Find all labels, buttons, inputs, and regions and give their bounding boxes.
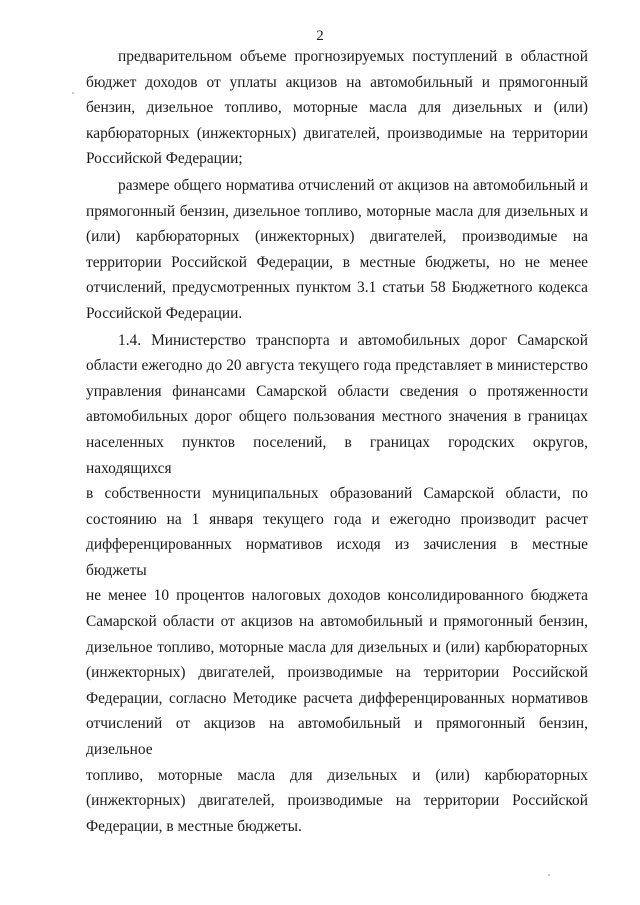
scan-speck <box>548 874 550 876</box>
text-line: области ежегодно до 20 августа текущего года представляет в министерство <box>86 357 588 375</box>
text-line: бюджет доходов от уплаты акцизов на автомобильный и прямогонный <box>86 73 588 91</box>
paragraph-deduction-norm <box>86 173 588 327</box>
text-line: размере общего норматива отчислений от акцизов на автомобильный и <box>118 176 588 194</box>
text-line: топливо, моторные масла для дизельных и (или) карбюраторных <box>86 766 588 784</box>
page-number: 2 <box>316 28 324 44</box>
text-line: Самарской области от акцизов на автомобильный и прямогонный бензин, <box>86 613 588 631</box>
scan-speck <box>72 92 74 94</box>
text-line: не менее 10 процентов налоговых доходов консолидированного бюджета <box>86 587 588 605</box>
text-line: 1.4. Министерство транспорта и автомобильных дорог Самарской <box>118 331 588 349</box>
text-line: (инжекторных) двигателей, производимые на территории Российской <box>86 664 588 682</box>
text-line: бензин, дизельное топливо, моторные масла для дизельных и (или) <box>86 99 588 117</box>
document-body <box>86 44 588 839</box>
text-line: Российской Федерации. <box>86 304 243 322</box>
text-line: дизельное топливо, моторные масла для дизельных и (или) карбюраторных <box>86 638 588 656</box>
text-line: отчислений, предусмотренных пунктом 3.1 статьи 58 Бюджетного кодекса <box>86 279 588 297</box>
paragraph-section-1-4 <box>86 328 588 840</box>
text-line: в собственности муниципальных образований Самарской области, по <box>86 485 588 503</box>
text-line: Федерации, согласно Методике расчета дифференцированных нормативов <box>86 689 588 707</box>
text-line: Российской Федерации; <box>86 150 243 168</box>
text-line: Федерации, в местные бюджеты. <box>86 817 302 835</box>
text-line: карбюраторных (инжекторных) двигателей, производимые на территории <box>86 124 588 142</box>
text-line: территории Российской Федерации, в местные бюджеты, но не менее <box>86 253 588 271</box>
text-line: (или) карбюраторных (инжекторных) двигателей, производимые на <box>86 228 588 246</box>
text-line: (инжекторных) двигателей, производимые на территории Российской <box>86 792 588 810</box>
text-line: автомобильных дорог общего пользования местного значения в границах <box>86 408 588 426</box>
text-line: отчислений от акцизов на автомобильный и прямогонный бензин, дизельное <box>86 715 588 759</box>
text-line: населенных пунктов поселений, в границах городских округов, находящихся <box>86 433 588 477</box>
text-line: состоянию на 1 января текущего года и ежегодно производит расчет <box>86 510 588 528</box>
text-line: прямогонный бензин, дизельное топливо, моторные масла для дизельных и <box>86 202 588 220</box>
text-line: управления финансами Самарской области сведения о протяженности <box>86 382 588 400</box>
text-line: предварительном объеме прогнозируемых поступлений в областной <box>118 48 588 65</box>
text-line: дифференцированных нормативов исходя из зачисления в местные бюджеты <box>86 536 588 579</box>
paragraph-revenue-forecast <box>86 44 588 172</box>
